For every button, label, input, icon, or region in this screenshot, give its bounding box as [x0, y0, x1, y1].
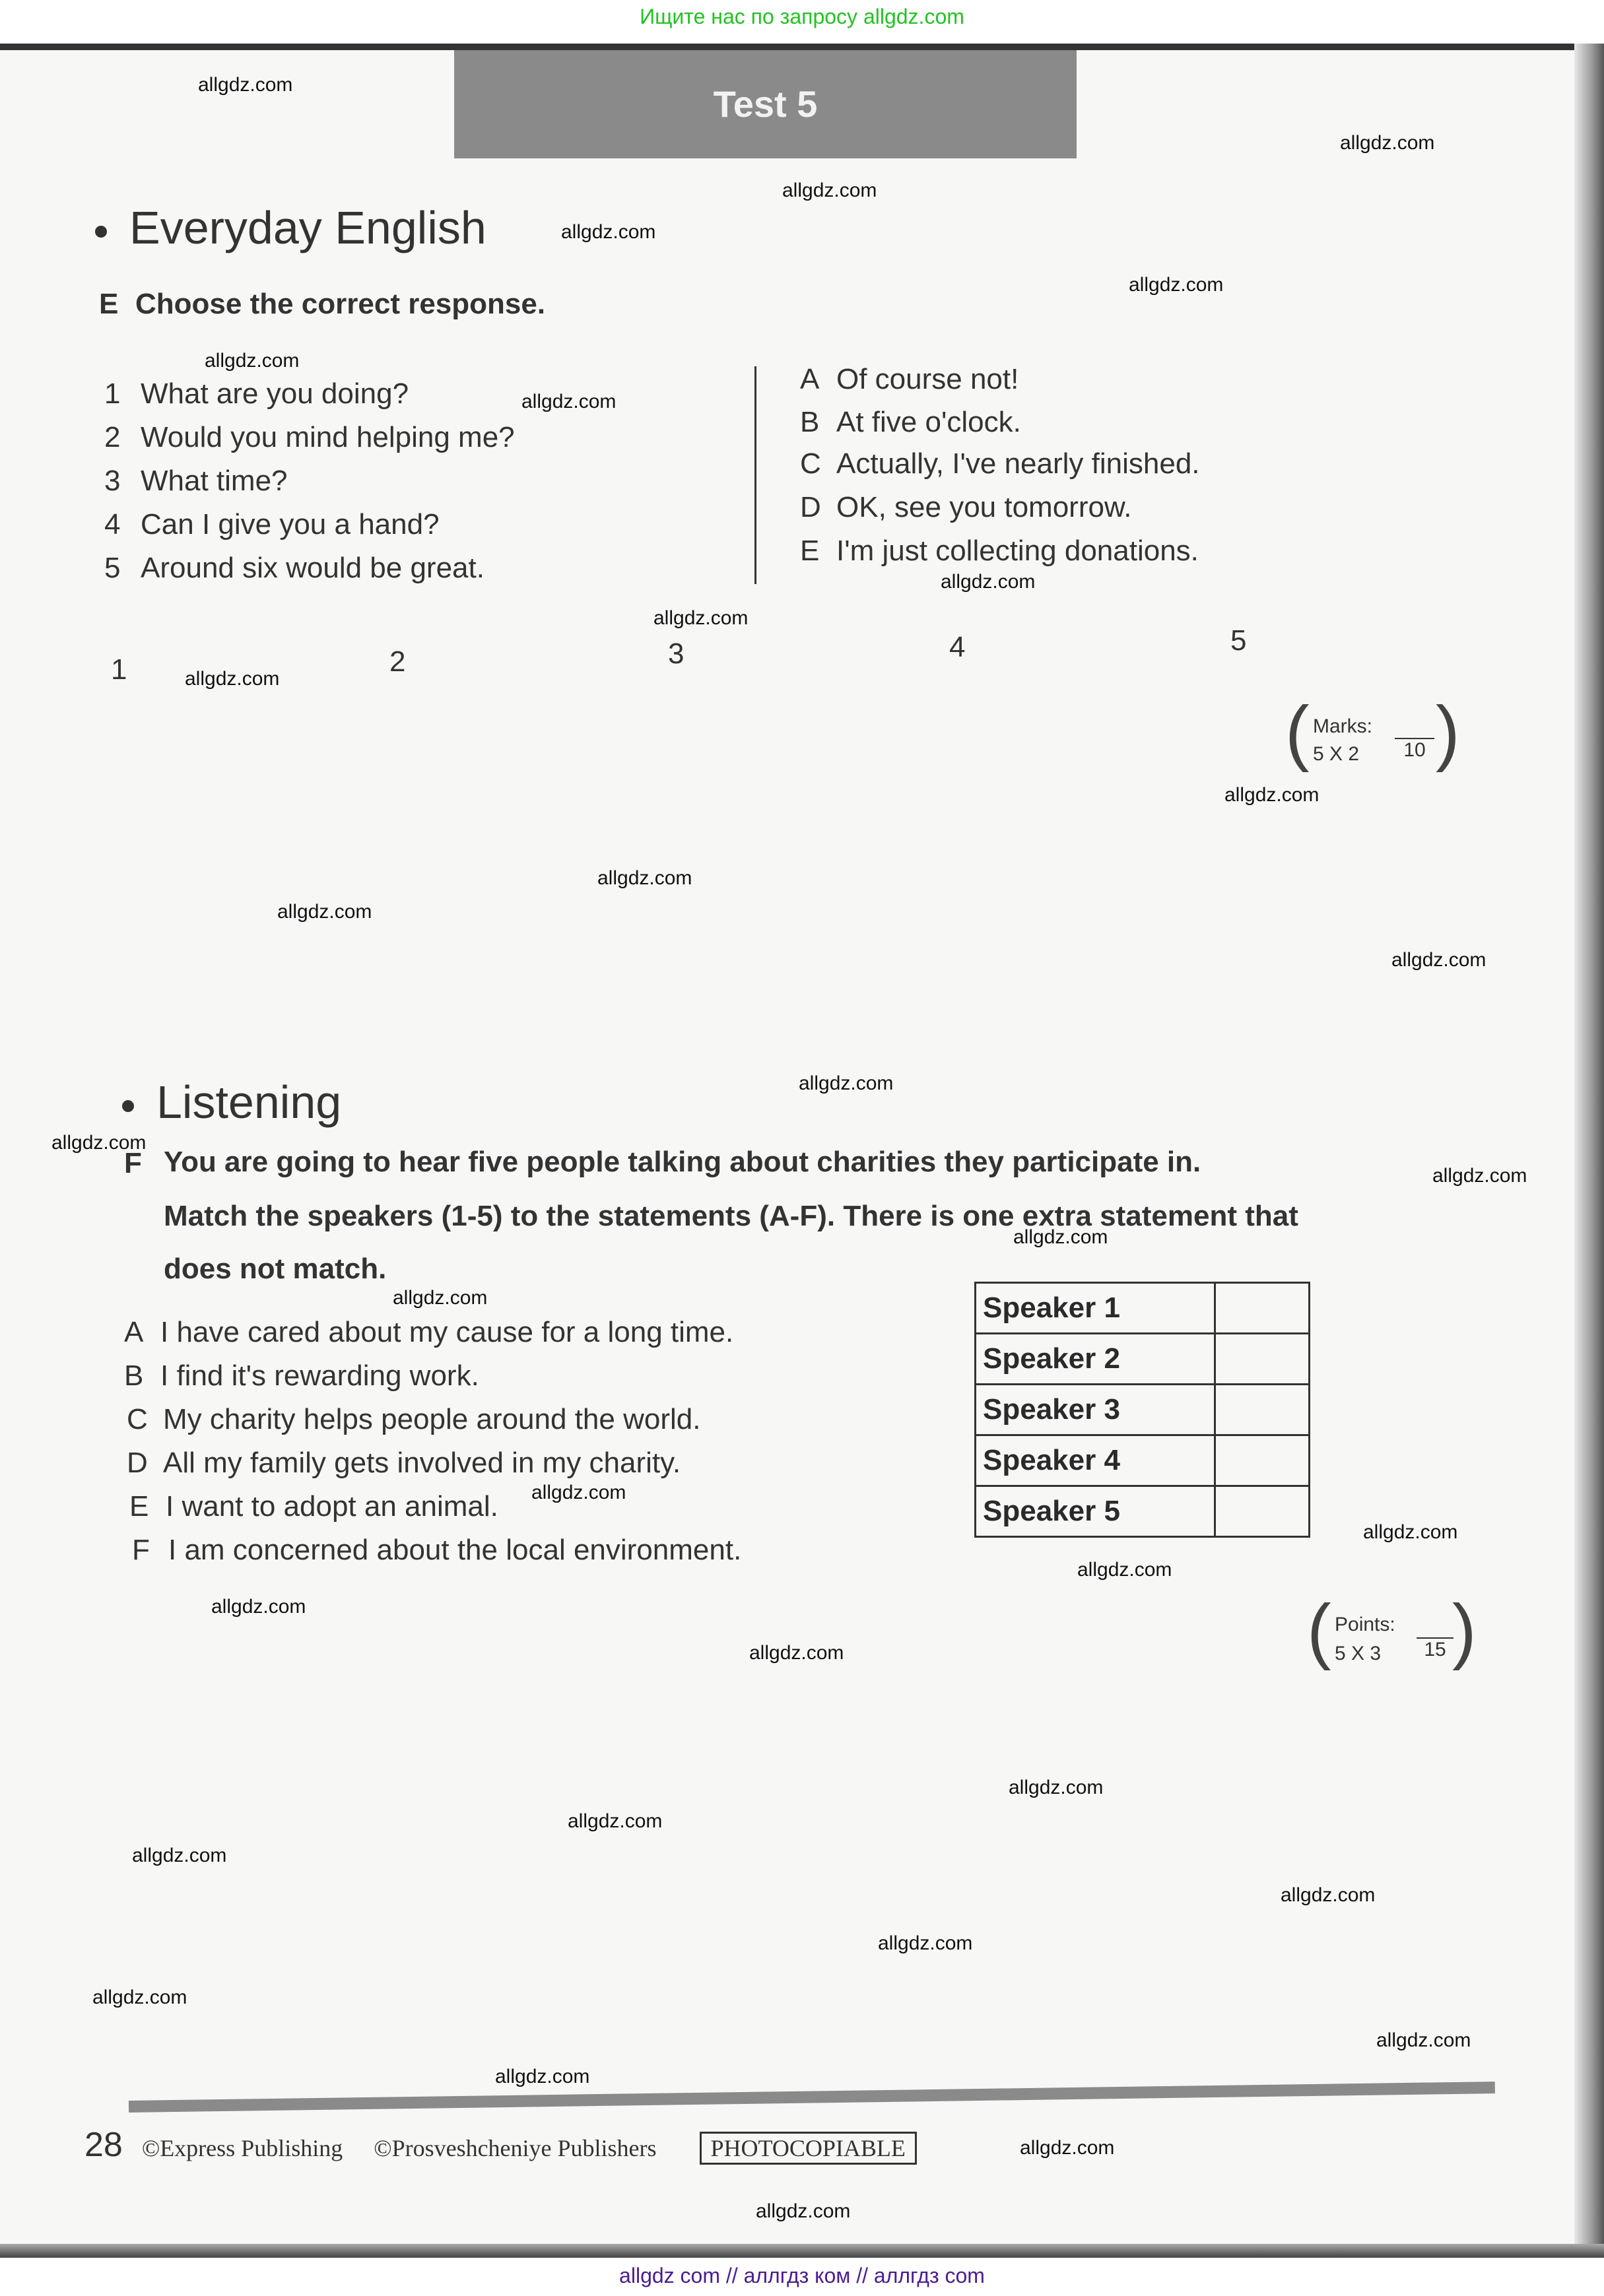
section-title: Everyday English — [129, 202, 486, 253]
marks-label: Marks: — [1313, 715, 1372, 737]
column-divider — [754, 366, 756, 584]
answer-slot-4[interactable]: 4 — [949, 631, 966, 663]
watermark: allgdz.com — [1281, 1884, 1376, 1906]
statement-text: I want to adopt an animal. — [166, 1490, 498, 1523]
watermark: allgdz.com — [1129, 274, 1224, 296]
bullet-icon — [95, 226, 107, 238]
watermark: allgdz.com — [205, 350, 300, 372]
publisher-prosveshcheniye: ©Prosveshcheniye Publishers — [374, 2135, 657, 2161]
section-heading-listening — [122, 1076, 341, 1129]
answer-cell[interactable] — [1215, 1486, 1310, 1537]
speaker-label: Speaker 5 — [976, 1486, 1215, 1537]
page-bottom-edge — [0, 2244, 1604, 2258]
watermark: allgdz.com — [799, 1072, 894, 1094]
answer-cell[interactable] — [1215, 1334, 1310, 1385]
statement-item — [129, 1490, 498, 1523]
statement-letter: A — [124, 1316, 144, 1348]
watermark: allgdz.com — [277, 901, 372, 923]
publisher-express: ©Express Publishing — [141, 2135, 343, 2161]
watermark: allgdz.com — [211, 1596, 306, 1618]
answer-slot-3[interactable]: 3 — [668, 638, 685, 670]
statement-text: My charity helps people around the world. — [163, 1403, 701, 1435]
answer-cell[interactable] — [1215, 1385, 1310, 1435]
question-item — [104, 508, 440, 541]
points-label: Points: — [1335, 1614, 1395, 1635]
task-letter: E — [99, 288, 119, 320]
speaker-label: Speaker 2 — [976, 1334, 1215, 1385]
question-item — [104, 377, 409, 410]
marks-total: 10 — [1395, 738, 1434, 762]
table-row — [976, 1486, 1310, 1537]
table-row — [976, 1283, 1310, 1334]
right-paren: ) — [1436, 692, 1460, 773]
watermark: allgdz.com — [1391, 949, 1487, 971]
question-text: What are you doing? — [141, 377, 409, 410]
answer-slot-5[interactable]: 5 — [1230, 624, 1247, 657]
statement-letter: B — [124, 1360, 144, 1392]
watermark: allgdz.com — [561, 221, 656, 243]
watermark: allgdz.com — [878, 1932, 973, 1954]
points-formula: 5 X 3 — [1335, 1643, 1382, 1664]
response-item — [800, 406, 1021, 439]
watermark: allgdz.com — [198, 74, 293, 96]
watermark: allgdz.com — [1224, 784, 1320, 806]
test-title: Test 5 — [454, 50, 1077, 158]
statement-text: I find it's rewarding work. — [160, 1360, 479, 1392]
statement-letter: F — [132, 1534, 150, 1566]
question-number: 1 — [104, 377, 121, 410]
task-f-letter: F — [124, 1147, 142, 1179]
statement-text: All my family gets involved in my charity. — [163, 1447, 681, 1479]
watermark: allgdz.com — [1376, 2029, 1471, 2051]
answer-cell[interactable] — [1215, 1435, 1310, 1486]
watermark: allgdz.com — [393, 1287, 488, 1309]
marks-box — [1285, 692, 1460, 773]
question-item — [104, 421, 515, 454]
statement-text: I have cared about my cause for a long time. — [160, 1316, 734, 1348]
response-text: Actually, I've nearly finished. — [836, 447, 1200, 480]
response-letter: A — [800, 363, 820, 395]
response-letter: E — [800, 535, 820, 567]
response-text: OK, see you tomorrow. — [836, 491, 1132, 523]
response-item — [800, 491, 1132, 524]
watermark: allgdz.com — [1363, 1521, 1458, 1543]
question-number: 2 — [104, 421, 121, 453]
top-banner — [0, 0, 1604, 44]
table-row — [976, 1334, 1310, 1385]
response-item — [800, 363, 1019, 396]
footer — [84, 2125, 917, 2165]
instruction-text: Choose the correct response. — [135, 288, 546, 320]
watermark: allgdz.com — [1340, 132, 1435, 154]
watermark: allgdz.com — [1432, 1165, 1527, 1187]
question-item — [104, 465, 288, 498]
response-letter: D — [800, 491, 821, 523]
answer-slot-1[interactable]: 1 — [111, 653, 127, 686]
photocopiable-badge: PHOTOCOPIABLE — [700, 2132, 917, 2165]
response-letter: C — [800, 447, 821, 480]
statement-item — [124, 1360, 479, 1393]
left-paren: ( — [1307, 1590, 1331, 1671]
banner-text: Ищите нас по запросу allgdz.com — [640, 5, 964, 28]
watermark: allgdz.com — [51, 1132, 147, 1154]
statement-text: I am concerned about the local environment. — [168, 1534, 742, 1566]
response-text: Of course not! — [836, 363, 1019, 395]
question-number: 4 — [104, 508, 121, 541]
instruction-line: does not match. — [164, 1253, 387, 1285]
response-text: I'm just collecting donations. — [836, 535, 1199, 567]
table-row — [976, 1385, 1310, 1435]
statement-item — [132, 1534, 741, 1567]
statement-letter: D — [127, 1447, 148, 1479]
bullet-icon — [122, 1100, 134, 1112]
speaker-answer-table — [974, 1282, 1310, 1538]
watermark: allgdz.com — [1009, 1777, 1104, 1798]
answer-cell[interactable] — [1215, 1283, 1310, 1334]
points-total: 15 — [1417, 1637, 1454, 1661]
answer-slot-2[interactable]: 2 — [389, 645, 406, 678]
response-letter: B — [800, 406, 820, 438]
watermark: allgdz.com — [653, 607, 749, 629]
watermark: allgdz.com — [749, 1642, 844, 1664]
watermark: allgdz.com — [1013, 1226, 1108, 1248]
statement-item — [127, 1447, 681, 1480]
bottom-site-links[interactable]: allgdz com // аллгдз ком // аллгдз com — [619, 2264, 985, 2287]
watermark: allgdz.com — [1020, 2137, 1115, 2159]
speaker-label: Speaker 3 — [976, 1385, 1215, 1435]
watermark: allgdz.com — [185, 668, 280, 690]
watermark: allgdz.com — [756, 2200, 851, 2222]
instruction-line: You are going to hear five people talking about charities they participate in. — [164, 1146, 1201, 1178]
watermark: allgdz.com — [941, 571, 1036, 593]
book-spine — [1574, 44, 1604, 2258]
watermark: allgdz.com — [1077, 1559, 1172, 1581]
watermark: allgdz.com — [568, 1810, 663, 1832]
watermark: allgdz.com — [531, 1482, 626, 1503]
right-paren: ) — [1452, 1590, 1477, 1671]
question-text: Around six would be great. — [141, 552, 485, 584]
table-row — [976, 1435, 1310, 1486]
question-text: Would you mind helping me? — [141, 421, 515, 453]
statement-letter: E — [129, 1490, 149, 1523]
task-e-instruction — [99, 288, 545, 321]
section-title: Listening — [156, 1076, 342, 1128]
left-paren: ( — [1285, 692, 1310, 773]
speaker-label: Speaker 1 — [976, 1283, 1215, 1334]
statement-letter: C — [127, 1403, 148, 1435]
watermark: allgdz.com — [597, 867, 692, 889]
page-top-edge — [0, 44, 1604, 50]
statement-item — [127, 1403, 700, 1436]
speaker-label: Speaker 4 — [976, 1435, 1215, 1486]
marks-formula: 5 X 2 — [1313, 743, 1360, 765]
points-box — [1307, 1590, 1477, 1671]
watermark: allgdz.com — [132, 1845, 227, 1866]
watermark: allgdz.com — [495, 2066, 590, 2087]
response-item — [800, 535, 1199, 568]
question-number: 3 — [104, 465, 121, 497]
question-number: 5 — [104, 552, 121, 584]
page-number: 28 — [84, 2126, 123, 2164]
response-item — [800, 447, 1200, 480]
question-item — [104, 552, 485, 585]
watermark: allgdz.com — [521, 391, 617, 412]
section-heading-everyday-english — [95, 201, 486, 254]
response-text: At five o'clock. — [836, 406, 1021, 438]
watermark: allgdz.com — [92, 1986, 187, 2008]
watermark: allgdz.com — [782, 180, 877, 201]
question-text: What time? — [141, 465, 288, 497]
question-text: Can I give you a hand? — [141, 508, 440, 541]
instruction-line: Match the speakers (1-5) to the statements (A-F). There is one extra statement that — [164, 1200, 1298, 1232]
statement-item — [124, 1316, 733, 1349]
